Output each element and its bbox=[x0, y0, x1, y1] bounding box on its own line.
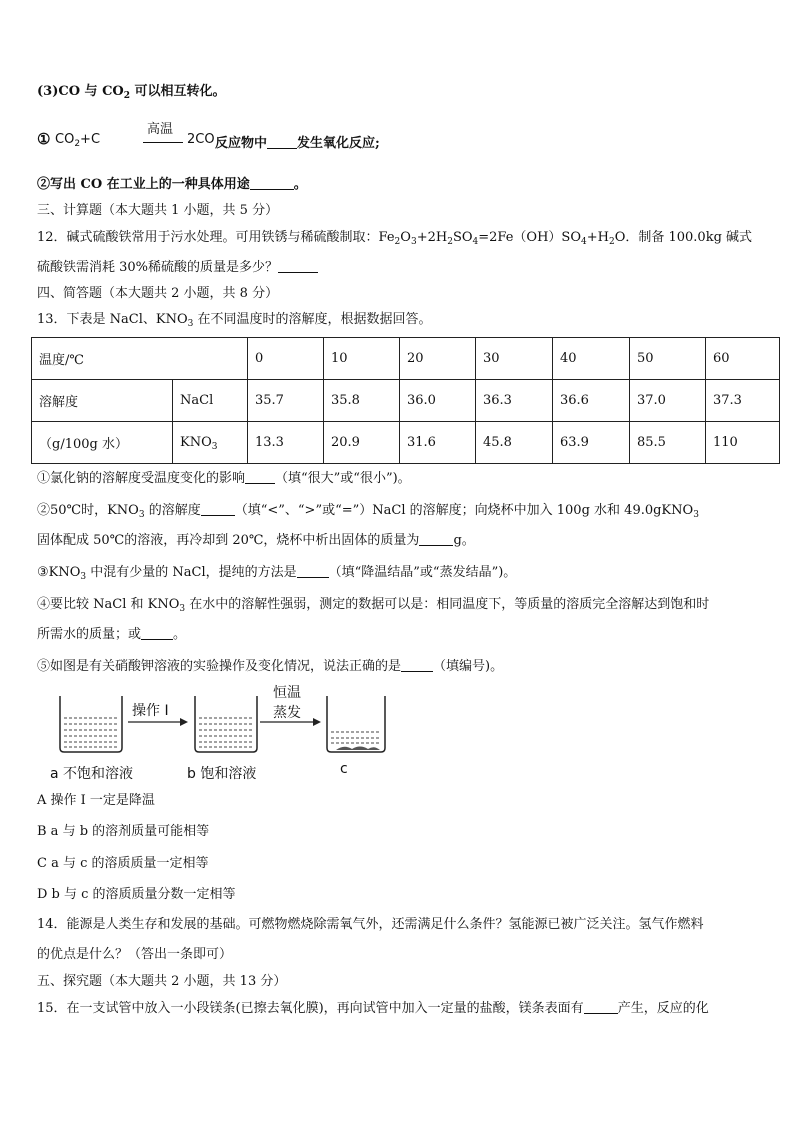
reaction-arrow bbox=[143, 142, 183, 143]
q13-part4: ④要比较 NaCl 和 $KNO_3$ 在水中的溶解性强弱，测定的数据可以是：相同温度下，等质量的溶质完全溶解达到饱和时 bbox=[37, 597, 710, 614]
circle-1-marker: ① bbox=[37, 130, 51, 148]
nacl-value: 36.0 bbox=[400, 380, 476, 422]
q13-part1: ①氯化钠的溶解度受温度变化的影响 （填“很大”或“很小”)。 bbox=[37, 471, 411, 486]
answer-blank[interactable] bbox=[141, 626, 173, 640]
answer-blank[interactable] bbox=[297, 564, 329, 578]
answer-blank[interactable] bbox=[245, 470, 275, 484]
operation-1-label: 操作 I bbox=[132, 703, 169, 719]
unit-label: （g/100g 水） bbox=[32, 422, 173, 464]
q14-line1: 14．能源是人类生存和发展的基础。可燃物燃烧除需氧气外，还需满足什么条件？氢能源已被广泛关注。氢气作燃料 bbox=[37, 917, 704, 932]
q11-part3-line: (3)CO 与 $CO_2$ 可以相互转化。 bbox=[37, 84, 226, 101]
q14-line2: 的优点是什么？（答出一条即可） bbox=[37, 947, 233, 962]
kno3-value: 110 bbox=[706, 422, 780, 464]
q13-part4-cont: 所需水的质量；或 。 bbox=[37, 627, 187, 642]
temp-cell: 30 bbox=[476, 338, 553, 380]
beaker-a-label: a 不饱和溶液 bbox=[50, 766, 134, 782]
operation-2-label-line2: 蒸发 bbox=[273, 705, 301, 721]
kno3-value: 20.9 bbox=[324, 422, 400, 464]
equation-line bbox=[37, 118, 537, 158]
solubility-table bbox=[31, 337, 780, 464]
temp-cell: 0 bbox=[248, 338, 324, 380]
answer-blank[interactable] bbox=[401, 658, 433, 672]
beaker-c-label: c bbox=[340, 761, 348, 777]
option-b: B a 与 b 的溶剂质量可能相等 bbox=[37, 824, 210, 839]
nacl-value: 37.3 bbox=[706, 380, 780, 422]
equation-question: 反应物中 发生氧化反应; bbox=[215, 136, 380, 151]
beaker-b bbox=[195, 696, 257, 752]
kno3-value: 31.6 bbox=[400, 422, 476, 464]
nacl-label: NaCl bbox=[173, 380, 248, 422]
option-a: A 操作 I 一定是降温 bbox=[37, 793, 155, 808]
section-heading-4: 四、简答题（本大题共 2 小题，共 8 分） bbox=[37, 286, 279, 301]
beaker-a bbox=[60, 696, 122, 752]
option-d: D b 与 c 的溶质质量分数一定相等 bbox=[37, 887, 236, 902]
answer-blank[interactable] bbox=[278, 259, 318, 273]
table-row bbox=[32, 338, 780, 380]
q13-part5: ⑤如图是有关硝酸钾溶液的实验操作及变化情况，说法正确的是 （填编号)。 bbox=[37, 659, 504, 674]
nacl-value: 36.6 bbox=[553, 380, 630, 422]
q12-line2: 硫酸铁需消耗 30%稀硫酸的质量是多少？ bbox=[37, 259, 318, 277]
q12-line1: 12．碱式硫酸铁常用于污水处理。可用铁锈与稀硫酸制取：$Fe_2O_3+2H_2SO_4=2Fe(OH)SO_4+H_2O$．制备 100.0kg 碱式 bbox=[37, 230, 753, 247]
temp-cell: 40 bbox=[553, 338, 630, 380]
temp-header: 温度/℃ bbox=[32, 338, 248, 380]
nacl-value: 35.7 bbox=[248, 380, 324, 422]
kno3-value: 13.3 bbox=[248, 422, 324, 464]
answer-blank[interactable] bbox=[201, 502, 235, 516]
equation-product: 2CO bbox=[187, 132, 215, 147]
table-row bbox=[32, 380, 780, 422]
table-row bbox=[32, 422, 780, 464]
reaction-condition: 高温 bbox=[147, 122, 174, 137]
solubility-label: 溶解度 bbox=[32, 380, 173, 422]
kno3-label: $KNO_3$ bbox=[173, 422, 248, 464]
temp-cell: 60 bbox=[706, 338, 780, 380]
beaker-diagram bbox=[40, 682, 440, 782]
answer-blank[interactable] bbox=[267, 135, 297, 149]
beaker-c bbox=[327, 696, 385, 752]
equation-reactants: $CO_2+C$ bbox=[55, 132, 101, 149]
q13-intro: 13．下表是 NaCl、$KNO_3$ 在不同温度时的溶解度，根据数据回答。 bbox=[37, 312, 432, 329]
temp-cell: 50 bbox=[630, 338, 706, 380]
kno3-value: 45.8 bbox=[476, 422, 553, 464]
kno3-value: 85.5 bbox=[630, 422, 706, 464]
q15-line1: 15．在一支试管中放入一小段镁条(已擦去氧化膜)，再向试管中加入一定量的盐酸，镁条表面有 产生，反应的化 bbox=[37, 1001, 709, 1016]
section-heading-3: 三、计算题（本大题共 1 小题，共 5 分） bbox=[37, 203, 279, 218]
q11-part3b: ②写出 CO 在工业上的一种具体用途 。 bbox=[37, 177, 307, 192]
nacl-value: 36.3 bbox=[476, 380, 553, 422]
answer-blank[interactable] bbox=[584, 1000, 618, 1014]
kno3-value: 63.9 bbox=[553, 422, 630, 464]
q13-part3: $③KNO_3$ 中混有少量的 NaCl，提纯的方法是 （填“降温结晶”或“蒸发结晶”)。 bbox=[37, 565, 517, 582]
section-heading-5: 五、探究题（本大题共 2 小题，共 13 分） bbox=[37, 974, 287, 989]
nacl-value: 37.0 bbox=[630, 380, 706, 422]
nacl-value: 35.8 bbox=[324, 380, 400, 422]
beaker-b-label: b 饱和溶液 bbox=[187, 766, 257, 782]
operation-2-label-line1: 恒温 bbox=[273, 685, 301, 701]
q13-part2-cont: 固体配成 50℃的溶液，再冷却到 20℃，烧杯中析出固体的质量为 g。 bbox=[37, 533, 475, 548]
temp-cell: 10 bbox=[324, 338, 400, 380]
answer-blank[interactable] bbox=[419, 532, 453, 546]
option-c: C a 与 c 的溶质质量一定相等 bbox=[37, 856, 209, 871]
temp-cell: 20 bbox=[400, 338, 476, 380]
q13-part2: ②50℃时，$KNO_3$ 的溶解度 （填“<”、“>”或“=”）NaCl 的溶解度；向烧杯中加入 100g 水和 49.0gKNO$_3$ bbox=[37, 503, 699, 520]
answer-blank[interactable] bbox=[250, 176, 294, 190]
